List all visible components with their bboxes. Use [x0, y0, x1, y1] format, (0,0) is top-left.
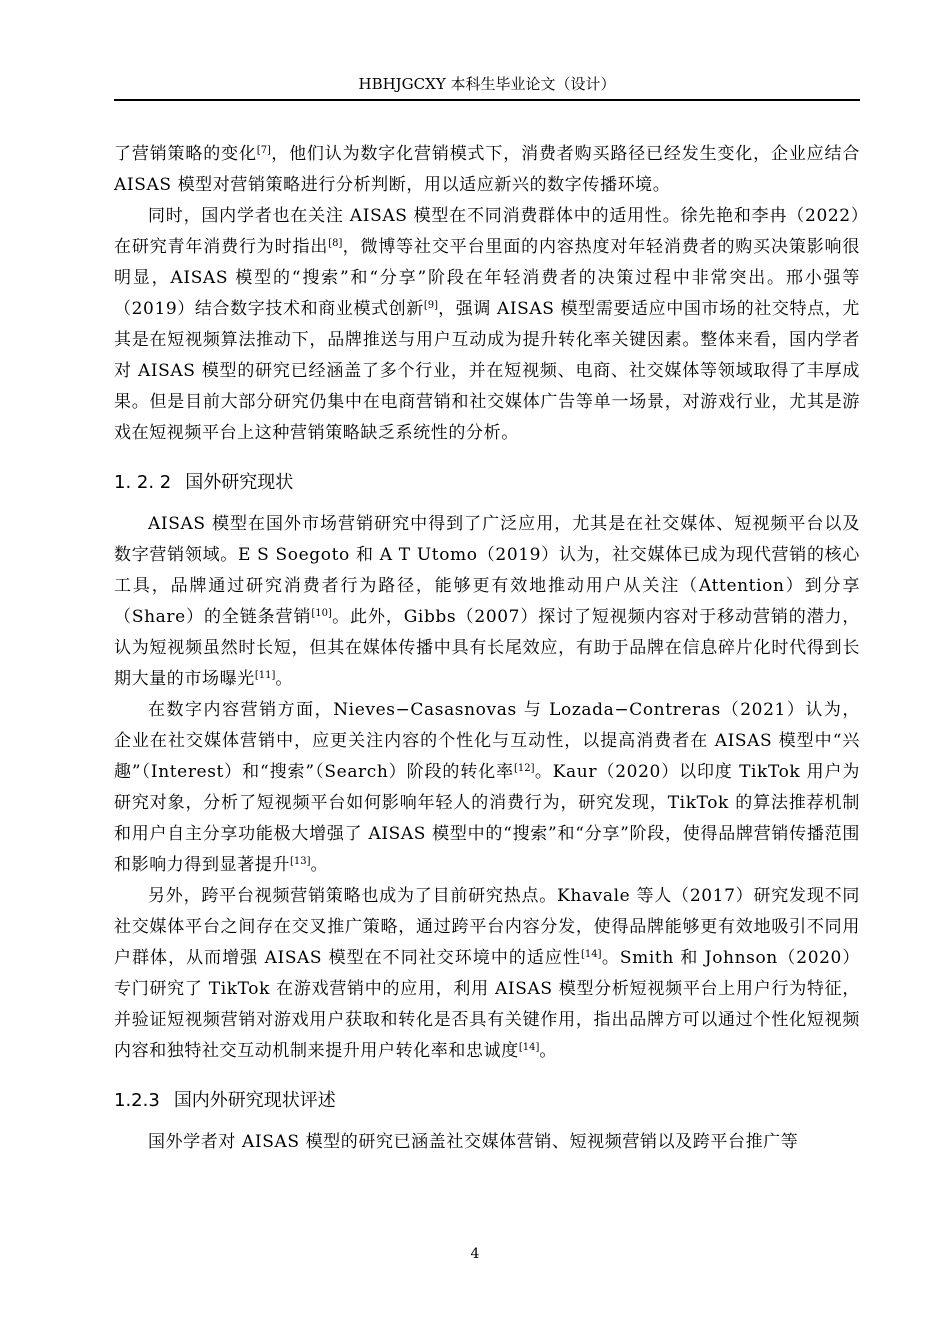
citation-10: [10] [311, 608, 332, 619]
citation-9: [9] [423, 300, 439, 311]
citation-8: [8] [328, 238, 343, 249]
paragraph-3: AISAS 模型在国外市场营销研究中得到了广泛应用，尤其是在社交媒体、短视频平台以及数字营销领域。E S Soegoto 和 A T Utomo（2019）认为，社交媒体已成为现代营销的核心工具，品牌通过研究消费者行为路径，能够更有效地推动用户从关注（Attention）到分享（Share）的全链条营销[10]。此外，Gibbs（2007）探讨了短视频内容对于移动营销的潜力，认为短视频虽然时长短，但其在媒体传播中具有长尾效应，有助于品牌在信息碎片化时代得到长期大量的市场曝光[11]。 [114, 514, 860, 689]
paragraph-4: 在数字内容营销方面，Nieves−Casasnovas 与 Lozada−Contreras（2021）认为，企业在社交媒体营销中，应更关注内容的个性化与互动性，以提高消费者在 AISAS 模型中“兴趣”（Interest）和“搜索”（Search）阶段的转化率[12]。Kaur（2020）以印度 TikTok 用户为研究对象，分析了短视频平台如何影响年轻人的消费行为，研究发现，TikTok 的算法推荐机制和用户自主分享功能极大增强了 AISAS 模型中的“搜索”和“分享”阶段，使得品牌营销传播范围和影响力得到显著提升[13]。 [114, 700, 860, 875]
paragraph-6: 国外学者对 AISAS 模型的研究已涵盖社交媒体营销、短视频营销以及跨平台推广等 [148, 1132, 799, 1152]
section-heading-1-2-2 [114, 469, 860, 497]
page-content [114, 139, 860, 1158]
header-rule [114, 99, 860, 101]
running-header: HBHJGCXY 本科生毕业论文（设计） [358, 75, 616, 93]
citation-12: [12] [514, 763, 535, 774]
citation-11: [11] [254, 670, 276, 681]
page-number: 4 [470, 1246, 480, 1262]
citation-13: [13] [290, 856, 311, 867]
paragraph-5: 另外，跨平台视频营销策略也成为了目前研究热点。Khavale 等人（2017）研究发现不同社交媒体平台之间存在交叉推广策略，通过跨平台内容分发，使得品牌能够更有效地吸引不同用户群体，从而增强 AISAS 模型在不同社交环境中的适应性[14]。Smith 和 Johnson（2020）专门研究了 TikTok 在游戏营销中的应用，利用 AISAS 模型分析短视频平台上用户行为特征，并验证短视频营销对游戏用户获取和转化是否具有关键作用，指出品牌方可以通过个性化短视频内容和独特社交互动机制来提升用户转化率和忠诚度[14]。 [114, 886, 860, 1061]
citation-14b: [14] [518, 1042, 540, 1053]
citation-7: [7] [256, 145, 271, 156]
section-number: 1. 2. 2 [114, 472, 172, 493]
section-heading-1-2-3 [114, 1087, 860, 1115]
section-number: 1.2.3 [114, 1090, 160, 1111]
section-title: 国外研究现状 [185, 472, 294, 493]
citation-14: [14] [580, 949, 602, 960]
section-title: 国内外研究现状评述 [173, 1090, 336, 1111]
paragraph-2: 同时，国内学者也在关注 AISAS 模型在不同消费群体中的适用性。徐先艳和李冉（2022）在研究青年消费行为时指出[8]，微博等社交平台里面的内容热度对年轻消费者的购买决策影响很明显，AISAS 模型的“搜索”和“分享”阶段在年轻消费者的决策过程中非常突出。邢小强等（2019）结合数字技术和商业模式创新[9]，强调 AISAS 模型需要适应中国市场的社交特点，尤其是在短视频算法推动下，品牌推送与用户互动成为提升转化率关键因素。整体来看，国内学者对 AISAS 模型的研究已经涵盖了多个行业，并在短视频、电商、社交媒体等领域取得了丰厚成果。但是目前大部分研究仍集中在电商营销和社交媒体广告等单一场景，对游戏行业，尤其是游戏在短视频平台上这种营销策略缺乏系统性的分析。 [114, 206, 861, 443]
paragraph-1: 了营销策略的变化[7]，他们认为数字化营销模式下，消费者购买路径已经发生变化，企业应结合 AISAS 模型对营销策略进行分析判断，用以适应新兴的数字传播环境。 [114, 144, 860, 195]
